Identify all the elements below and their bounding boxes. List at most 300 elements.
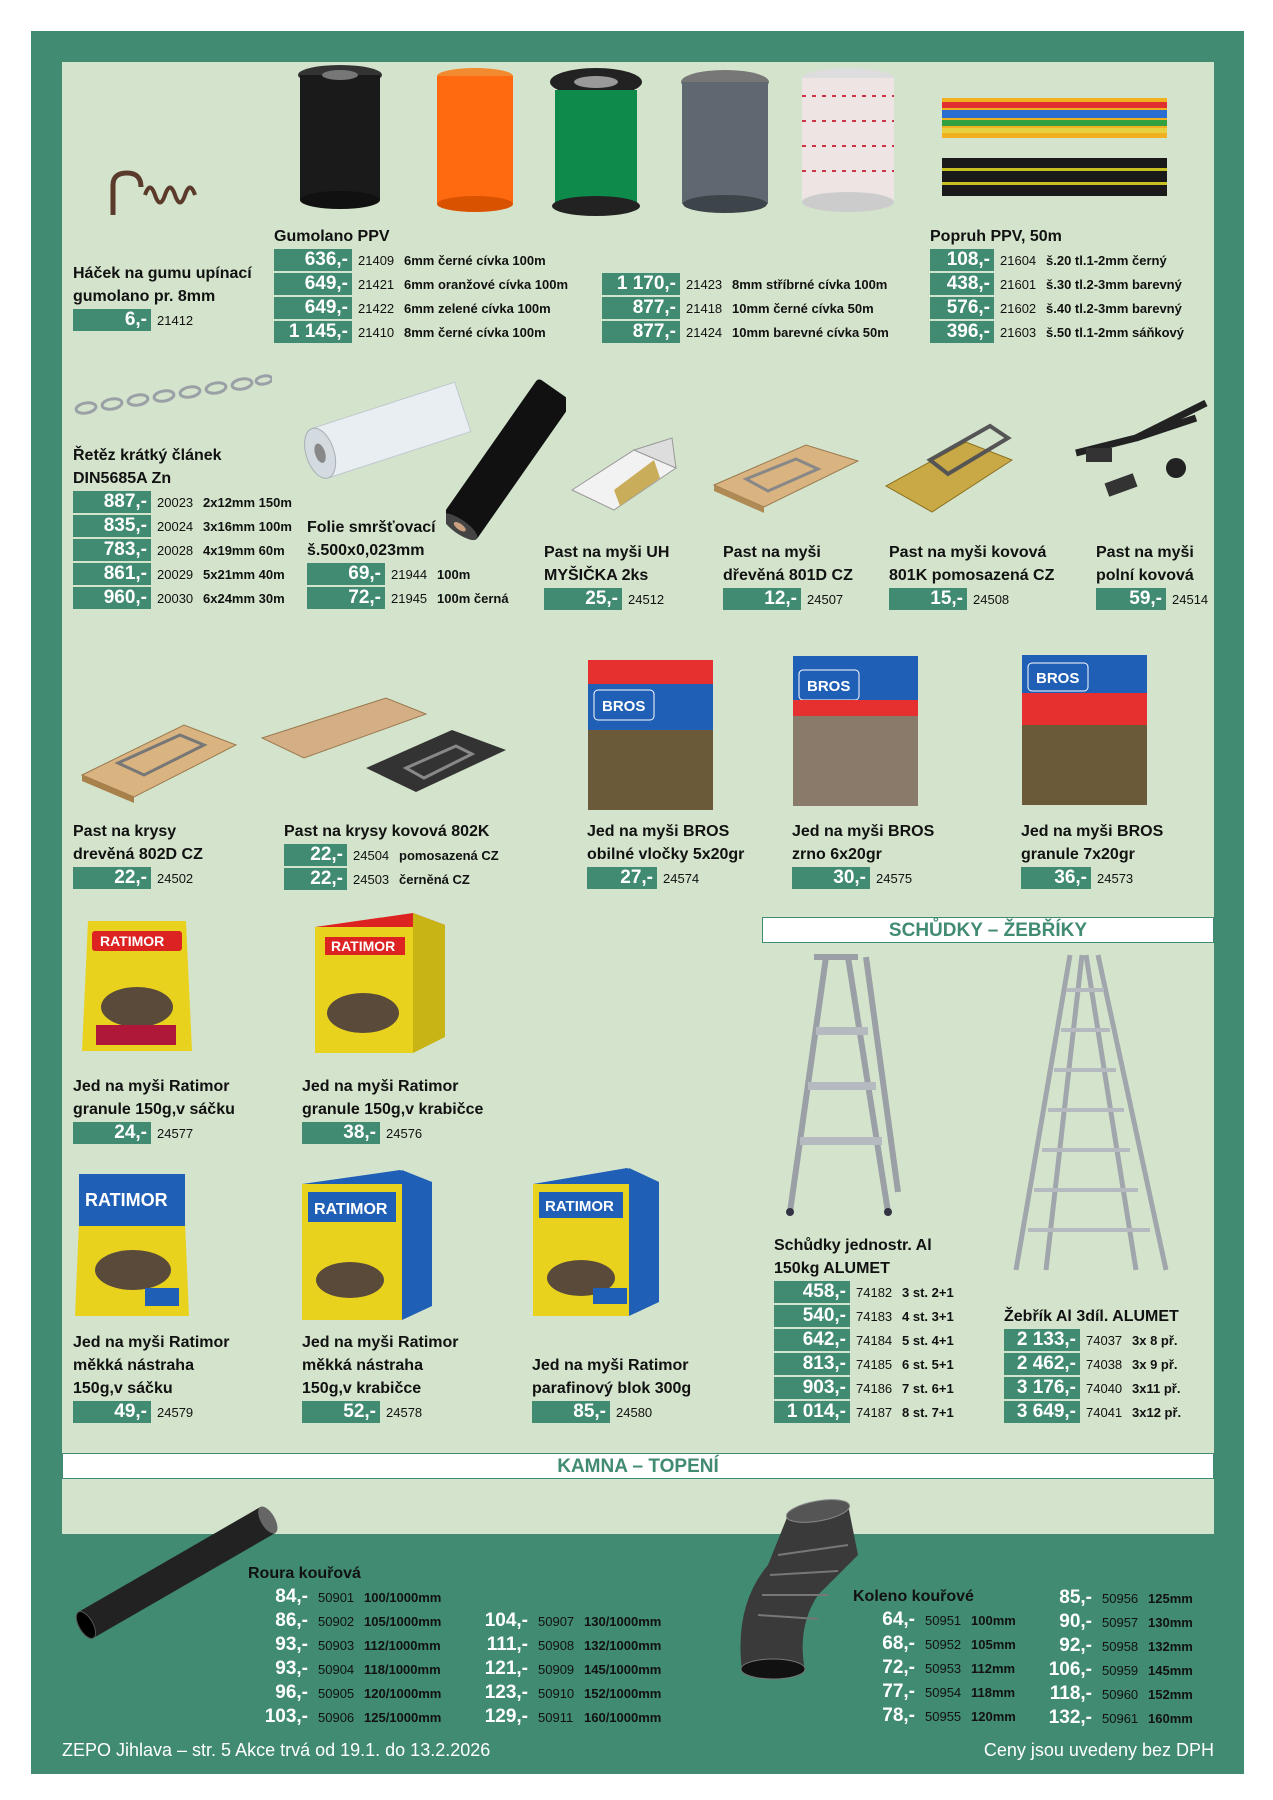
price-row (274, 320, 568, 344)
price-row (1040, 1610, 1193, 1634)
price-badge: 68,- (853, 1633, 919, 1655)
product-name: Gumolano PPV (274, 228, 390, 245)
product-code: 50909 (538, 1661, 575, 1677)
product-name: měkká nástraha (302, 1357, 423, 1374)
product-code: 21424 (686, 324, 723, 340)
price-badge: 93,- (248, 1634, 312, 1656)
product-variant: 6mm oranžové cívka 100m (404, 276, 569, 292)
product-code: 21421 (358, 276, 395, 292)
product-code: 24580 (616, 1404, 653, 1420)
product-code: 24502 (157, 870, 194, 886)
product-variant: 120mm (971, 1708, 1016, 1724)
price-badge: 52,- (302, 1401, 380, 1423)
product-variant: 8mm stříbrné cívka 100m (732, 276, 888, 292)
price-badge: 12,- (723, 588, 801, 610)
product-name: Řetěz krátký článek (73, 447, 222, 464)
price-badge: 960,- (73, 587, 151, 609)
product-code: 24579 (157, 1404, 194, 1420)
trap-wood-801d-image (706, 435, 866, 515)
product-code: 21418 (686, 300, 723, 316)
price-badge: 106,- (1040, 1659, 1096, 1681)
product-name: Roura kouřová (248, 1565, 361, 1582)
price-row (774, 1304, 954, 1328)
product-code: 74186 (856, 1380, 893, 1396)
price-badge: 649,- (274, 297, 352, 319)
product-code: 74185 (856, 1356, 893, 1372)
product-name: Jed na myši BROS (587, 823, 730, 840)
product-name: MYŠIČKA 2ks (544, 567, 649, 584)
product-code: 21602 (1000, 300, 1037, 316)
price-badge: 118,- (1040, 1683, 1096, 1705)
product-name: 150g,v krabičce (302, 1380, 422, 1397)
product-code: 50903 (318, 1637, 355, 1653)
product-variant: 120/1000mm (364, 1685, 442, 1701)
product-code: 21945 (391, 590, 428, 606)
product-past-801d (723, 541, 853, 611)
price-badge: 540,- (774, 1305, 850, 1327)
price-badge: 1 014,- (774, 1401, 850, 1423)
product-roura (248, 1562, 441, 1729)
price-badge: 72,- (853, 1657, 919, 1679)
product-variant: 6 st. 5+1 (902, 1356, 954, 1372)
product-gumolano (274, 225, 568, 344)
price-badge: 22,- (284, 844, 347, 866)
price-badge: 22,- (73, 867, 151, 889)
price-badge: 86,- (248, 1610, 312, 1632)
price-badge: 111,- (468, 1634, 532, 1656)
product-name: 150kg ALUMET (774, 1260, 890, 1277)
price-badge: 1 170,- (602, 273, 680, 295)
product-variant: 3x16mm 100m (203, 518, 292, 534)
product-variant: š.50 tl.1-2mm sáňkový (1046, 324, 1185, 340)
product-name: Folie smršťovací (307, 519, 436, 536)
product-variant: 105/1000mm (364, 1613, 442, 1629)
product-popruh (930, 225, 1184, 344)
product-code: 74041 (1086, 1404, 1123, 1420)
price-row (853, 1656, 1016, 1680)
price-row (73, 562, 292, 586)
price-row (73, 866, 203, 890)
price-row (774, 1352, 954, 1376)
product-gumolano-more (602, 272, 889, 344)
section-banner-ladders: SCHŮDKY – ŽEBŘÍKY (762, 917, 1214, 943)
price-row (274, 296, 568, 320)
product-name: Jed na myši Ratimor (73, 1334, 230, 1351)
product-hook (73, 262, 252, 332)
product-variant: pomosazená CZ (399, 847, 499, 863)
trap-metal-801k-image (880, 420, 1020, 520)
price-badge: 877,- (602, 297, 680, 319)
price-badge: 25,- (544, 588, 622, 610)
product-folie (307, 516, 509, 610)
product-name: DIN5685A Zn (73, 470, 172, 487)
product-bros-vlocky (587, 820, 744, 890)
product-code: 24508 (973, 591, 1010, 607)
product-variant: 152/1000mm (584, 1685, 662, 1701)
price-badge: 108,- (930, 249, 994, 271)
svg-text:RATIMOR: RATIMOR (545, 1198, 614, 1215)
product-name: dřevěná 801D CZ (723, 567, 853, 584)
price-row (889, 587, 1054, 611)
product-variant: 2x12mm 150m (203, 494, 292, 510)
price-badge: 396,- (930, 321, 994, 343)
price-badge: 438,- (930, 273, 994, 295)
price-badge: 36,- (1021, 867, 1091, 889)
price-row (1040, 1706, 1193, 1730)
price-badge: 30,- (792, 867, 870, 889)
product-variant: 160/1000mm (584, 1709, 662, 1725)
strap-image (942, 98, 1167, 196)
product-variant: 10mm černé cívka 50m (732, 300, 874, 316)
product-past-krysy-kov (284, 820, 499, 891)
product-code: 50953 (925, 1660, 962, 1676)
price-row (792, 866, 934, 890)
price-row (73, 514, 292, 538)
price-row (468, 1609, 661, 1633)
product-variant: 125/1000mm (364, 1709, 442, 1725)
product-name: Past na myši UH (544, 544, 670, 561)
price-badge: 129,- (468, 1706, 532, 1728)
product-name: 801K pomosazená CZ (889, 567, 1055, 584)
price-badge: 3 176,- (1004, 1377, 1080, 1399)
price-badge: 642,- (774, 1329, 850, 1351)
product-code: 50960 (1102, 1686, 1139, 1702)
product-past-801k (889, 541, 1054, 611)
ratimor-soft-bag-image (75, 1170, 190, 1317)
price-row (248, 1633, 441, 1657)
price-row (1040, 1586, 1193, 1610)
price-row (544, 587, 674, 611)
svg-text:RATIMOR: RATIMOR (85, 1190, 168, 1210)
product-variant: 130/1000mm (584, 1613, 662, 1629)
spool-orange-image (430, 66, 520, 216)
product-name: Past na myši (1096, 544, 1194, 561)
price-badge: 903,- (774, 1377, 850, 1399)
product-code: 21601 (1000, 276, 1037, 292)
price-row (1004, 1376, 1181, 1400)
svg-text:RATIMOR: RATIMOR (314, 1201, 388, 1218)
product-name: granule 7x20gr (1021, 846, 1135, 863)
price-badge: 121,- (468, 1658, 532, 1680)
product-variant: 3x 9 př. (1132, 1356, 1178, 1372)
stove-elbow-image (718, 1495, 868, 1685)
price-badge: 85,- (532, 1401, 610, 1423)
product-variant: 100mm (971, 1612, 1016, 1628)
price-row (284, 843, 499, 867)
price-row (468, 1681, 661, 1705)
product-code: 20023 (157, 494, 194, 510)
product-past-krysy (73, 820, 203, 890)
footer-left: ZEPO Jihlava – str. 5 Akce trvá od 19.1. do 13.2.2026 (62, 1740, 491, 1760)
price-badge: 24,- (73, 1122, 151, 1144)
product-name: Jed na myši BROS (1021, 823, 1164, 840)
price-row (307, 586, 509, 610)
spool-black-image (290, 63, 390, 213)
price-badge: 59,- (1096, 588, 1166, 610)
price-badge: 2 133,- (1004, 1329, 1080, 1351)
product-code: 74037 (1086, 1332, 1123, 1348)
product-code: 50908 (538, 1637, 575, 1653)
spool-colored-image (793, 66, 903, 216)
product-variant: 10mm barevné cívka 50m (732, 324, 889, 340)
product-code: 24577 (157, 1125, 194, 1141)
product-variant: 4x19mm 60m (203, 542, 285, 558)
price-badge: 835,- (73, 515, 151, 537)
ratimor-bag-image (82, 917, 192, 1052)
price-row (587, 866, 744, 890)
price-row (853, 1704, 1016, 1728)
product-code: 24507 (807, 591, 844, 607)
section-banner-stoves: KAMNA – TOPENÍ (62, 1453, 1214, 1479)
bros-grain-box-image (793, 656, 918, 806)
price-badge: 69,- (307, 563, 385, 585)
price-row (774, 1328, 954, 1352)
product-code: 21412 (157, 312, 194, 328)
product-variant: 112/1000mm (364, 1637, 441, 1653)
product-code: 20029 (157, 566, 194, 582)
product-name: Past na myši kovová (889, 544, 1047, 561)
product-name: Jed na myši Ratimor (302, 1334, 459, 1351)
product-name: Jed na myši Ratimor (73, 1078, 230, 1095)
price-badge: 861,- (73, 563, 151, 585)
price-row (302, 1121, 483, 1145)
product-ratimor-krabicka (302, 1075, 483, 1145)
page-footer (62, 1740, 1214, 1766)
price-badge: 77,- (853, 1681, 919, 1703)
product-code: 50958 (1102, 1638, 1139, 1654)
svg-text:BROS: BROS (807, 678, 851, 695)
product-variant: 132/1000mm (584, 1637, 662, 1653)
svg-text:BROS: BROS (602, 698, 646, 715)
price-badge: 96,- (248, 1682, 312, 1704)
price-badge: 90,- (1040, 1611, 1096, 1633)
price-row (248, 1657, 441, 1681)
product-name: Schůdky jednostr. Al (774, 1237, 932, 1254)
product-variant: 8 st. 7+1 (902, 1404, 954, 1420)
price-row (1004, 1328, 1181, 1352)
product-bros-zrno (792, 820, 934, 890)
ratimor-block-box-image (533, 1168, 663, 1316)
price-badge: 1 145,- (274, 321, 352, 343)
product-code: 50902 (318, 1613, 355, 1629)
trap-rat-wood-image (74, 705, 244, 805)
product-code: 50955 (925, 1708, 962, 1724)
product-code: 24574 (663, 870, 700, 886)
product-code: 50954 (925, 1684, 962, 1700)
product-code: 21410 (358, 324, 395, 340)
product-code: 24575 (876, 870, 913, 886)
price-row (307, 562, 509, 586)
price-badge: 78,- (853, 1705, 919, 1727)
product-variant: 8mm černé cívka 100m (404, 324, 546, 340)
price-row (73, 1121, 235, 1145)
product-code: 24504 (353, 847, 390, 863)
product-variant: 6x24mm 30m (203, 590, 285, 606)
price-row (248, 1585, 441, 1609)
product-code: 50911 (538, 1709, 574, 1725)
price-row (602, 272, 889, 296)
price-row (774, 1280, 954, 1304)
product-name: zrno 6x20gr (792, 846, 882, 863)
product-variant: 3 st. 2+1 (902, 1284, 954, 1300)
product-code: 21423 (686, 276, 723, 292)
price-row (302, 1400, 459, 1424)
bros-granule-box-image (1022, 655, 1147, 805)
product-name: 150g,v sáčku (73, 1380, 173, 1397)
product-name: Past na krysy (73, 823, 177, 840)
product-code: 50956 (1102, 1590, 1139, 1606)
price-row (1004, 1400, 1181, 1424)
price-row (468, 1705, 661, 1729)
price-row (930, 296, 1184, 320)
price-badge: 6,- (73, 309, 151, 331)
product-code: 50905 (318, 1685, 355, 1701)
product-code: 50910 (538, 1685, 575, 1701)
price-row (73, 308, 252, 332)
product-code: 24576 (386, 1125, 423, 1141)
trap-uh-image (564, 430, 689, 515)
spool-green-image (546, 68, 646, 218)
product-code: 24512 (628, 591, 665, 607)
product-code: 50901 (318, 1589, 355, 1605)
product-past-polni (1096, 541, 1218, 611)
product-code: 50961 (1102, 1710, 1139, 1726)
product-name: granule 150g,v krabičce (302, 1101, 484, 1118)
product-variant: 5x21mm 40m (203, 566, 285, 582)
product-name: Past na myši (723, 544, 821, 561)
price-row (1040, 1658, 1193, 1682)
product-code: 20028 (157, 542, 194, 558)
product-name: š.500x0,023mm (307, 542, 425, 559)
product-past-uh (544, 541, 674, 611)
price-badge: 85,- (1040, 1587, 1096, 1609)
price-badge: 92,- (1040, 1635, 1096, 1657)
product-variant: 145mm (1148, 1662, 1193, 1678)
product-name: Past na krysy kovová 802K (284, 823, 490, 840)
price-row (774, 1400, 954, 1424)
price-badge: 2 462,- (1004, 1353, 1080, 1375)
product-variant: 145/1000mm (584, 1661, 662, 1677)
price-row (532, 1400, 691, 1424)
trap-rat-metal-image (256, 688, 536, 798)
product-code: 20030 (157, 590, 194, 606)
product-variant: 132mm (1148, 1638, 1193, 1654)
price-row (930, 248, 1184, 272)
product-variant: 100/1000mm (364, 1589, 442, 1605)
price-badge: 72,- (307, 587, 385, 609)
product-variant: černěná CZ (399, 871, 470, 887)
product-name: Háček na gumu upínací (73, 265, 252, 282)
product-code: 74184 (856, 1332, 893, 1348)
product-variant: š.30 tl.2-3mm barevný (1046, 276, 1182, 292)
hook-image (105, 165, 215, 220)
price-badge: 458,- (774, 1281, 850, 1303)
product-variant: 6mm černé cívka 100m (404, 252, 546, 268)
product-name: Žebřík Al 3díl. ALUMET (1004, 1308, 1179, 1325)
product-code: 21944 (391, 566, 428, 582)
product-name: Jed na myši Ratimor (302, 1078, 459, 1095)
product-code: 74040 (1086, 1380, 1123, 1396)
trap-field-image (1066, 398, 1216, 508)
product-variant: 100m (437, 566, 471, 582)
chain-image (72, 370, 272, 420)
product-retez (73, 444, 292, 610)
product-variant: 130mm (1148, 1614, 1193, 1630)
step-ladder-image (776, 952, 906, 1222)
product-name: drevěná 802D CZ (73, 846, 203, 863)
price-row (248, 1681, 441, 1705)
price-row (1004, 1352, 1181, 1376)
price-row (853, 1680, 1016, 1704)
svg-text:RATIMOR: RATIMOR (100, 933, 165, 949)
product-ratimor-mekka-krabicka (302, 1331, 459, 1424)
product-variant: 160mm (1148, 1710, 1193, 1726)
price-badge: 813,- (774, 1353, 850, 1375)
price-row (930, 320, 1184, 344)
price-row (468, 1657, 661, 1681)
price-row (723, 587, 853, 611)
price-badge: 84,- (248, 1586, 312, 1608)
price-row (1040, 1634, 1193, 1658)
product-zebrik (1004, 1305, 1181, 1424)
product-koleno-more (1040, 1586, 1193, 1730)
price-badge: 104,- (468, 1610, 532, 1632)
product-code: 50904 (318, 1661, 355, 1677)
product-variant: 7 st. 6+1 (902, 1380, 954, 1396)
product-code: 21422 (358, 300, 395, 316)
product-variant: š.40 tl.2-3mm barevný (1046, 300, 1182, 316)
price-badge: 15,- (889, 588, 967, 610)
product-name: měkká nástraha (73, 1357, 194, 1374)
price-row (602, 296, 889, 320)
price-badge: 3 649,- (1004, 1401, 1080, 1423)
svg-text:BROS: BROS (1036, 670, 1080, 687)
product-name: Jed na myši Ratimor (532, 1357, 689, 1374)
price-row (853, 1608, 1016, 1632)
product-code: 24578 (386, 1404, 423, 1420)
product-code: 24573 (1097, 870, 1134, 886)
price-row (73, 538, 292, 562)
product-code: 74038 (1086, 1356, 1123, 1372)
price-badge: 783,- (73, 539, 151, 561)
bros-flakes-box-image (588, 660, 713, 810)
price-badge: 49,- (73, 1401, 151, 1423)
price-badge: 27,- (587, 867, 657, 889)
product-code: 50959 (1102, 1662, 1139, 1678)
price-badge: 636,- (274, 249, 352, 271)
price-row (853, 1632, 1016, 1656)
price-badge: 38,- (302, 1122, 380, 1144)
product-name: granule 150g,v sáčku (73, 1101, 235, 1118)
product-name: Popruh PPV, 50m (930, 228, 1062, 245)
product-variant: 5 st. 4+1 (902, 1332, 954, 1348)
product-code: 50952 (925, 1636, 962, 1652)
product-code: 74187 (856, 1404, 893, 1420)
price-badge: 132,- (1040, 1707, 1096, 1729)
price-badge: 649,- (274, 273, 352, 295)
product-name: Jed na myši BROS (792, 823, 935, 840)
spool-silver-image (675, 68, 775, 218)
product-code: 21603 (1000, 324, 1037, 340)
product-name: obilné vločky 5x20gr (587, 846, 745, 863)
price-badge: 103,- (248, 1706, 312, 1728)
product-variant: 105mm (971, 1636, 1016, 1652)
product-ratimor-sacek (73, 1075, 235, 1145)
product-koleno (853, 1585, 1016, 1728)
price-row (73, 586, 292, 610)
product-code: 21409 (358, 252, 395, 268)
price-row (73, 490, 292, 514)
